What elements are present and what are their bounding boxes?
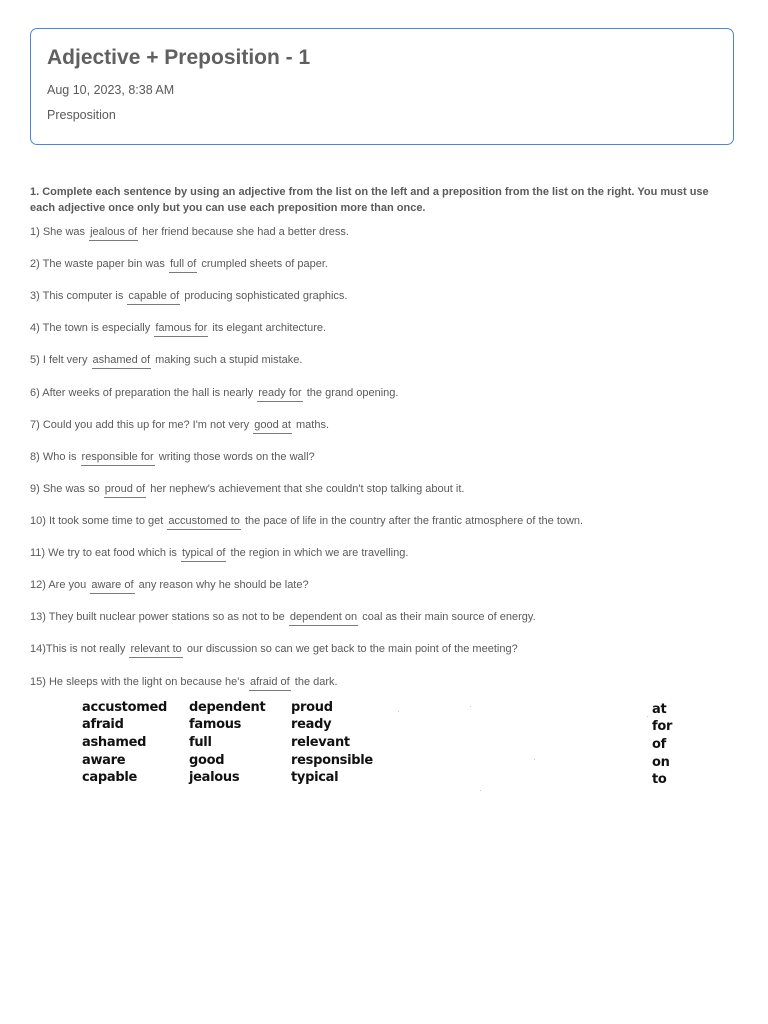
- sentence-text-before: 6) After weeks of preparation the hall is nearly: [30, 387, 254, 399]
- adjective-word: ashamed: [82, 735, 147, 750]
- sentence-item: [30, 514, 583, 530]
- sentence-text-before: 5) I felt very: [30, 354, 88, 366]
- scan-speck: [534, 759, 535, 760]
- exercise-instruction: 1. Complete each sentence by using an adjective from the list on the left and a preposition from the list on the right. You must use each adjective once only but you can use each preposition more than once.: [30, 186, 709, 214]
- sentence-text-after: the pace of life in the country after the frantic atmosphere of the town.: [244, 515, 584, 527]
- sentence-text-before: 8) Who is: [30, 451, 77, 463]
- answer-blank[interactable]: relevant to: [129, 643, 182, 658]
- adjective-word: typical: [291, 770, 339, 785]
- sentence-item: [30, 418, 329, 434]
- adjective-word: ready: [291, 717, 332, 732]
- answer-blank[interactable]: jealous of: [89, 226, 138, 241]
- sentence-text-after: our discussion so can we get back to the main point of the meeting?: [186, 643, 518, 655]
- quiz-header-card: [30, 28, 734, 145]
- answer-blank[interactable]: afraid of: [249, 676, 291, 691]
- preposition-word: for: [652, 719, 673, 734]
- answer-blank[interactable]: famous for: [154, 322, 208, 337]
- scan-speck: [470, 706, 471, 707]
- sentence-text-after: the dark.: [294, 676, 338, 688]
- adjective-word: capable: [82, 770, 138, 785]
- sentence-item: [30, 386, 398, 402]
- sentence-text-before: 14)This is not really: [30, 643, 126, 655]
- sentence-text-after: its elegant architecture.: [212, 322, 327, 334]
- answer-blank[interactable]: full of: [169, 258, 197, 273]
- sentence-text-before: 4) The town is especially: [30, 322, 151, 334]
- adjective-word: full: [189, 735, 212, 750]
- answer-blank[interactable]: dependent on: [289, 611, 358, 626]
- answer-blank[interactable]: proud of: [104, 483, 146, 498]
- sentence-item: [30, 257, 328, 273]
- sentence-item: [30, 353, 302, 369]
- sentence-text-after: producing sophisticated graphics.: [184, 290, 348, 302]
- scan-speck: [480, 790, 481, 791]
- preposition-word: of: [652, 737, 666, 752]
- sentence-text-before: 7) Could you add this up for me? I'm not very: [30, 419, 250, 431]
- answer-blank[interactable]: ready for: [257, 387, 302, 402]
- sentence-text-after: her nephew's achievement that she couldn't stop talking about it.: [150, 483, 465, 495]
- sentence-text-before: 1) She was: [30, 226, 86, 238]
- sentence-text-after: the region in which we are travelling.: [230, 547, 409, 559]
- scan-speck: [647, 716, 648, 717]
- preposition-word: at: [652, 702, 667, 717]
- answer-blank[interactable]: typical of: [181, 547, 226, 562]
- quiz-date: Aug 10, 2023, 8:38 AM: [47, 83, 175, 97]
- adjective-word: jealous: [189, 770, 240, 785]
- adjective-word: accustomed: [82, 700, 167, 715]
- adjective-word: proud: [291, 700, 333, 715]
- word-list-image: [82, 699, 682, 789]
- scan-speck: [398, 711, 399, 712]
- answer-blank[interactable]: ashamed of: [92, 354, 151, 369]
- answer-blank[interactable]: accustomed to: [167, 515, 241, 530]
- adjective-word: famous: [189, 717, 242, 732]
- sentence-item: [30, 642, 518, 658]
- sentence-item: [30, 450, 315, 466]
- sentence-item: [30, 610, 536, 626]
- sentence-text-after: any reason why he should be late?: [138, 579, 309, 591]
- sentence-text-after: maths.: [295, 419, 329, 431]
- sentence-text-after: the grand opening.: [306, 387, 399, 399]
- sentence-text-before: 15) He sleeps with the light on because he's: [30, 676, 245, 688]
- sentence-text-before: 13) They built nuclear power stations so as not to be: [30, 611, 285, 623]
- quiz-title: Adjective + Preposition - 1: [47, 46, 311, 69]
- answer-blank[interactable]: capable of: [127, 290, 180, 305]
- adjective-word: aware: [82, 753, 126, 768]
- answer-blank[interactable]: aware of: [90, 579, 134, 594]
- sentence-text-before: 12) Are you: [30, 579, 87, 591]
- sentence-item: [30, 578, 309, 594]
- sentence-text-after: crumpled sheets of paper.: [201, 258, 328, 270]
- answer-blank[interactable]: responsible for: [81, 451, 155, 466]
- sentence-item: [30, 321, 326, 337]
- sentence-text-after: making such a stupid mistake.: [155, 354, 303, 366]
- sentence-item: [30, 482, 464, 498]
- sentence-text-before: 9) She was so: [30, 483, 100, 495]
- preposition-word: on: [652, 755, 670, 770]
- sentence-text-before: 3) This computer is: [30, 290, 124, 302]
- sentence-text-before: 10) It took some time to get: [30, 515, 164, 527]
- sentence-item: [30, 546, 408, 562]
- adjective-word: relevant: [291, 735, 350, 750]
- sentence-text-before: 2) The waste paper bin was: [30, 258, 165, 270]
- sentence-text-before: 11) We try to eat food which is: [30, 547, 177, 559]
- adjective-word: afraid: [82, 717, 124, 732]
- adjective-word: responsible: [291, 753, 373, 768]
- sentence-text-after: her friend because she had a better dress.: [142, 226, 349, 238]
- sentence-item: [30, 675, 338, 691]
- sentence-item: [30, 225, 349, 241]
- quiz-category: Presposition: [47, 108, 116, 122]
- sentence-text-after: writing those words on the wall?: [158, 451, 315, 463]
- adjective-word: good: [189, 753, 225, 768]
- adjective-word: dependent: [189, 700, 266, 715]
- sentence-text-after: coal as their main source of energy.: [362, 611, 536, 623]
- answer-blank[interactable]: good at: [253, 419, 292, 434]
- preposition-word: to: [652, 772, 667, 787]
- sentence-item: [30, 289, 347, 305]
